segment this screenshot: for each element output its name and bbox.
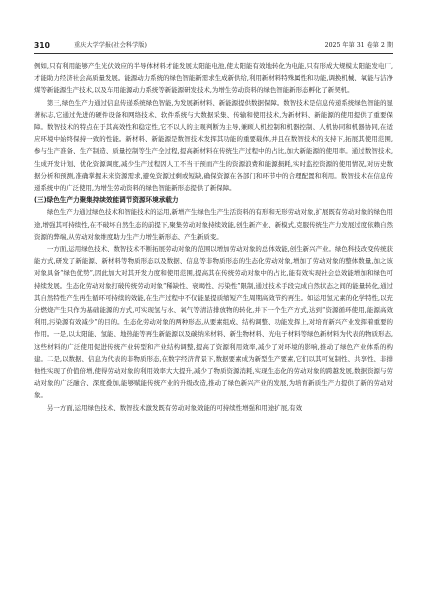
article-body xyxy=(34,60,393,414)
issue-info: 2025 年第 31 卷第 2 期 xyxy=(324,42,393,49)
paragraph: 另一方面,运用绿色技术、数智技术激发既有劳动对象效能的可持续性增强和用途扩展,有效 xyxy=(46,403,303,412)
paragraph: 一方面,运用绿色技术、数智技术不断拓展劳动对象的范围以增加劳动对象的总体效能,创生新兴产业。绿色科技改变传统获能方式,研发了新能源、新材料等物质形态以及数据、信息等非物质形态的生态化劳动对象,增加了劳动对象的整体数量,加之该对象具备“绿色优势”,因此加大对其开发力度和使用范围,提高其在传统劳动对象中的占比,能有效实现社会总效能增加和绿色可持续发展。生态化劳动对象打破传统劳动对象“稀缺性、衰竭性、污染性”限制,通过技术手段完成自然状态之间的能量转化,通过其自然特性产生再生循环可持续的效能,在生产过程中不仅能显提质缩短产生周期高效节约再生。如运用氢元素的化学特性,以充分燃烧产生只作为基础能源的方式,可实现氢与水、氧气等清洁排放物的转化,并下一个生产方式,达到“资源循环使用,能源高效利用,污染源有效减少”的目的。生态化劳动对象的两种形态,从要素组成、结构调整、功能发挥上,对培育新兴产业发挥着重要的作用。一是,以太阳能、氢能、地热能等再生新能源以及碳纳米材料、新生物材料、光电子材料等绿色新材料为代表的物质形态,这些材料的广泛使用促进传统产业转型和产业结构调整,提高了资源利用效率,减少了对环境的影响,推动了绿色产业体系的构建。二是,以数据、信息为代表的非物质形态,在数字经济背景下,数据要素成为新型生产要素,它们以其可复制性、共享性、非排他性实现了价值倍增,使得劳动对象的利用效率大大提升,减少了物质资源消耗,实现生态化的劳动对象的跨越发展,数据资源与劳动对象的广泛融合、深度叠加,能够赋能传统产业的升级改造,推动了绿色新兴产业的发展,为培育新质生产力提供了新的劳动对象。 xyxy=(34,245,393,400)
page-number: 310 xyxy=(34,41,50,50)
paragraph: 第三,绿色生产力通过信息传递系统绿色智能,为发展新材料、新能源提供数据保障。数智技术是信息传递系统绿色智能的显著标志,它通过先进的硬件设备和网络技术、软件系统与大数据采集、传输和使用技术,为新材料、新能源的使用提供了重要保障。数智技术的特点在于其高效性和稳定性,它不以人的主观判断为主导,兼顾人机控制和机器控制、人机协同和机器协同,在适应环境中始终保持一致的性能。新材料、新能源是数智技术发挥其功能的重要载体,并且在数智技术的支持下,拓展其使用范围,参与生产准备、生产制造、质量控制等生产全过程,提高新材料在传统生产过程中的占比,加大新能源的使用率。通过数智技术,生成开发计划、优化资源调度,减少生产过程因人工不当干预而产生的资源浪费和能源损耗,实时监控资源的使用情况,对历史数据分析和预测,准确掌握未来资源需求,避免资源过剩或短缺,确保资源在各部门和环节中的合理配置和利用。数智技术在信息传递系统中的广泛使用,为增生劳动资料的绿色智能新形态提供了新保障。 xyxy=(34,98,393,193)
running-header xyxy=(34,40,393,54)
section-heading: (三)绿色生产力聚集持续效能调节资源环境承载力 xyxy=(34,196,179,205)
paragraph: 例如,只有利用能够产生光伏效应的半导体材料才能发展太阳能电池,使太阳能有效地转化为电能,只有形成大规模太阳能发电厂,才能助力经济社会高质量发展。能源动力系统的绿色智能新需求生成新供给,利用新材料特殊属性和功能,调换机械、氧能与洁净煤等新能源生产技术,以及车用能源动力系统等新能源研发技术,为增生劳动资料的绿色智能新形态孵化了新契机。 xyxy=(34,62,393,95)
paragraph: 绿色生产力通过绿色技术和智能技术的运用,新增产生绿色生产生活资料的有形和无形劳动对象,扩展既有劳动对象的绿色用途,增强其可持续性,在不破坏自然生态的前提下,聚集劳动对象持续效能,创生新产业、新模式,克服传统生产力发展过度依赖自然资源的弊端,从劳动对象维度助力生产力增生新形态、产生新质变。 xyxy=(34,208,393,241)
journal-name: 重庆大学学报(社会科学版) xyxy=(74,42,147,49)
